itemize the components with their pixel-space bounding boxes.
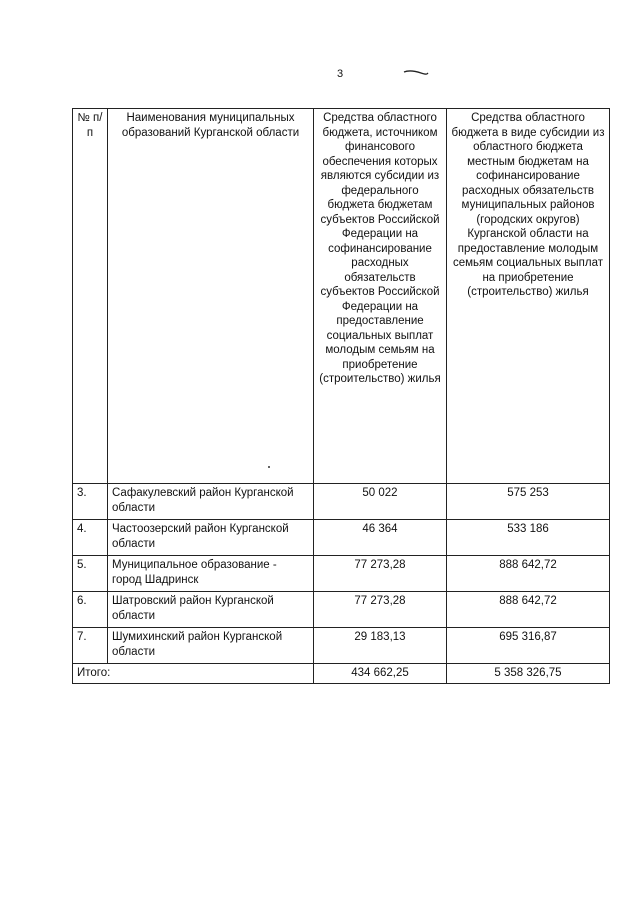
row-regional-amount: 888 642,72 xyxy=(447,592,610,628)
row-number: 3. xyxy=(73,484,108,520)
header-regional-funds: Средства областного бюджета в виде субсидии из областного бюджета местным бюджетам на софинансирование расходных обязательств муниципальных районов (городских округов) Курганской области на предоставление молодым семьям социальных выплат на приобретение (строительство) жилья xyxy=(447,109,610,484)
page-number: 3 xyxy=(336,68,344,80)
row-number: 6. xyxy=(73,592,108,628)
table-row xyxy=(73,520,610,556)
subsidy-distribution-table xyxy=(72,108,610,684)
row-regional-amount: 533 186 xyxy=(447,520,610,556)
table-row xyxy=(73,484,610,520)
total-regional-amount: 5 358 326,75 xyxy=(447,664,610,684)
handwritten-mark xyxy=(403,68,429,76)
row-federal-amount: 50 022 xyxy=(314,484,447,520)
row-municipality: Муниципальное образование - город Шадринск xyxy=(108,556,314,592)
row-number: 5. xyxy=(73,556,108,592)
row-federal-amount: 77 273,28 xyxy=(314,592,447,628)
table-row xyxy=(73,556,610,592)
total-label: Итого: xyxy=(73,664,314,684)
table-row xyxy=(73,628,610,664)
row-municipality: Частоозерский район Курганской области xyxy=(108,520,314,556)
row-regional-amount: 575 253 xyxy=(447,484,610,520)
row-municipality: Шумихинский район Курганской области xyxy=(108,628,314,664)
row-number: 4. xyxy=(73,520,108,556)
row-municipality: Шатровский район Курганской области xyxy=(108,592,314,628)
row-regional-amount: 888 642,72 xyxy=(447,556,610,592)
header-federal-funds: Средства областного бюджета, источником финансового обеспечения которых являются субсидии из федерального бюджета бюджетам субъектов Российской Федерации на софинансирование расходных обязательств субъектов Российской Федерации на предоставление социальных выплат молодым семьям на приобретение (строительство) жилья xyxy=(314,109,447,484)
row-municipality: Сафакулевский район Курганской области xyxy=(108,484,314,520)
total-federal-amount: 434 662,25 xyxy=(314,664,447,684)
table-row xyxy=(73,592,610,628)
row-regional-amount: 695 316,87 xyxy=(447,628,610,664)
header-municipality: Наименования муниципальных образований Курганской области xyxy=(108,109,314,484)
table-total-row xyxy=(73,664,610,684)
scan-speck xyxy=(268,466,270,468)
row-federal-amount: 46 364 xyxy=(314,520,447,556)
header-number: № п/п xyxy=(73,109,108,484)
row-federal-amount: 77 273,28 xyxy=(314,556,447,592)
row-federal-amount: 29 183,13 xyxy=(314,628,447,664)
row-number: 7. xyxy=(73,628,108,664)
table-header-row xyxy=(73,109,610,484)
